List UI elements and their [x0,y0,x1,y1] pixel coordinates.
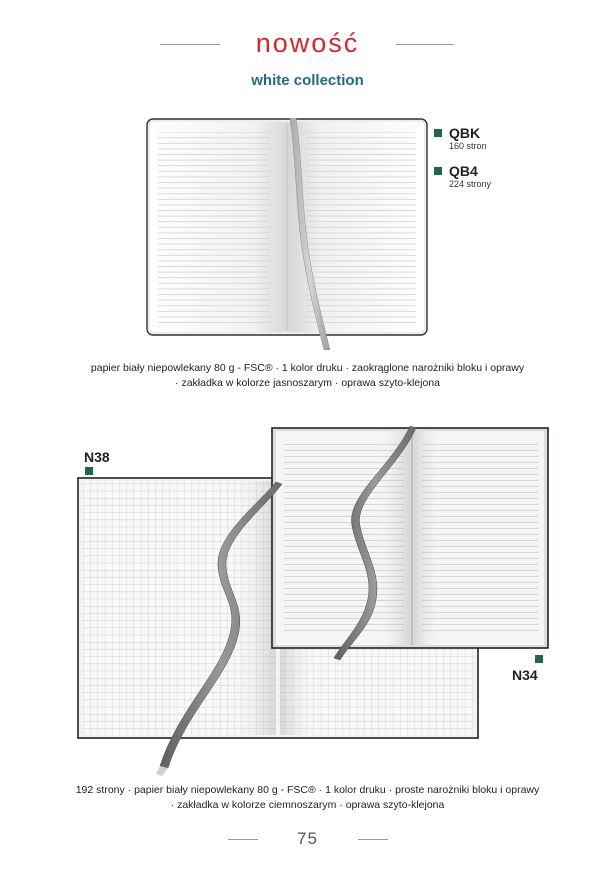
product-pages: 160 stron [449,141,487,151]
product-code: QB4 [449,163,478,179]
page-title: nowość [255,28,360,58]
green-square-marker [434,167,442,175]
description-bottom [0,783,615,813]
green-square-marker [85,467,93,475]
description-line: papier biały niepowlekany 80 g - FSC® · 1 kolor druku · zaokrąglone narożniki bloku i oprawy [90,362,525,374]
page-number: 75 [297,829,318,848]
description-line: · zakładka w kolorze jasnoszarym · oprawa szyto-klejona [175,377,440,389]
collection-subtitle: white collection [251,72,364,89]
footer-rule-right [358,839,388,840]
product-code-n34: N34 [512,667,538,683]
product-code: QBK [449,125,481,141]
product-pages: 224 strony [449,179,492,189]
green-square-marker [434,129,442,137]
description-line: 192 strony · papier biały niepowlekany 80 g - FSC® · 1 kolor druku · proste narożniki bloku i oprawy [75,784,540,796]
product-qb4 [434,163,491,190]
product-code-n38: N38 [84,449,110,465]
notebook-lined-illustration [146,118,428,350]
notebooks-grid-and-lined-illustration [76,426,552,778]
green-square-marker [535,655,543,663]
header-rule-right [396,44,454,45]
product-qbk [434,125,487,152]
description-line: · zakładka w kolorze ciemnoszarym · oprawa szyto-klejona [170,799,445,811]
description-top [0,361,615,391]
